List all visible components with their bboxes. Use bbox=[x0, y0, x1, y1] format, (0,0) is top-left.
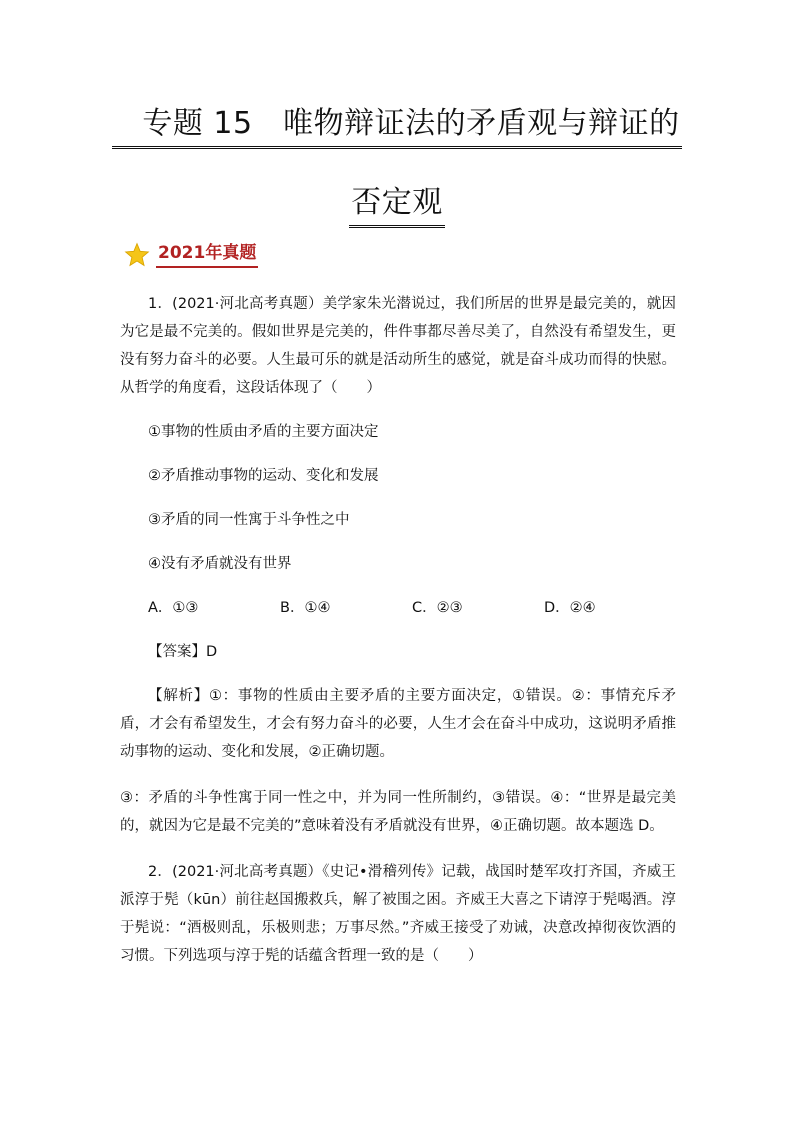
question-2-stem: 2．(2021·河北高考真题）《史记•滑稽列传》记载，战国时楚军攻打齐国，齐威王派淳于髡（kūn）前往赵国搬救兵，解了被围之困。齐威王大喜之下请淳于髡喝酒。淳于髡说：“酒极则乱，乐极则悲；万事尽然。”齐威王接受了劝诫，决意改掉彻夜饮酒的习惯。下列选项与淳于髡的话蕴含哲理一致的是（ ） bbox=[120, 864, 676, 964]
statement-option-1: ①事物的性质由矛盾的主要方面决定 bbox=[148, 424, 379, 440]
title-line-2: 否定观 bbox=[349, 183, 445, 228]
question-1-stem: 1．(2021·河北高考真题）美学家朱光潜说过，我们所居的世界是最完美的，就因为它是最不完美的。假如世界是完美的，件件事都尽善尽美了，自然没有希望发生，更没有努力奋斗的必要。人生最可乐的就是活动所生的感觉，就是奋斗成功而得的快慰。从哲学的角度看，这段话体现了（ ） bbox=[120, 296, 676, 396]
statement-option-4: ④没有矛盾就没有世界 bbox=[148, 556, 292, 572]
choice-a: A．①③ bbox=[148, 600, 199, 616]
answer-line bbox=[120, 638, 676, 666]
choice-c: C．②③ bbox=[412, 600, 463, 616]
analysis-paragraph-2: ③：矛盾的斗争性寓于同一性之中，并为同一性所制约，③错误。④：“世界是最完美的，就因为它是最不完美的”意味着没有矛盾就没有世界，④正确切题。故本题选 D。 bbox=[120, 790, 676, 834]
choice-b: B．①④ bbox=[280, 600, 331, 616]
analysis-text-1: ①：事物的性质由主要矛盾的主要方面决定，①错误。②：事情充斥矛盾，才会有希望发生，才会有努力奋斗的必要，人生才会在奋斗中成功，这说明矛盾推动事物的运动、变化和发展，②正确切题。 bbox=[120, 688, 677, 760]
main-content bbox=[120, 290, 676, 970]
choice-d: D．②④ bbox=[544, 600, 596, 616]
analysis-label: 【解析】 bbox=[148, 688, 209, 704]
section-label: 2021年真题 bbox=[156, 242, 258, 268]
title-line-1: 专题 15 唯物辩证法的矛盾观与辩证的 bbox=[112, 104, 681, 149]
answer-choices bbox=[120, 594, 676, 622]
statement-option-3: ③矛盾的同一性寓于斗争性之中 bbox=[148, 512, 350, 528]
answer-label: 【答案】 bbox=[148, 644, 206, 660]
analysis-paragraph-1 bbox=[120, 682, 676, 766]
section-heading bbox=[124, 240, 258, 270]
star-icon bbox=[124, 242, 150, 268]
page-title bbox=[0, 104, 794, 228]
statement-option-2: ②矛盾推动事物的运动、变化和发展 bbox=[148, 468, 379, 484]
answer-value: D bbox=[206, 644, 218, 660]
